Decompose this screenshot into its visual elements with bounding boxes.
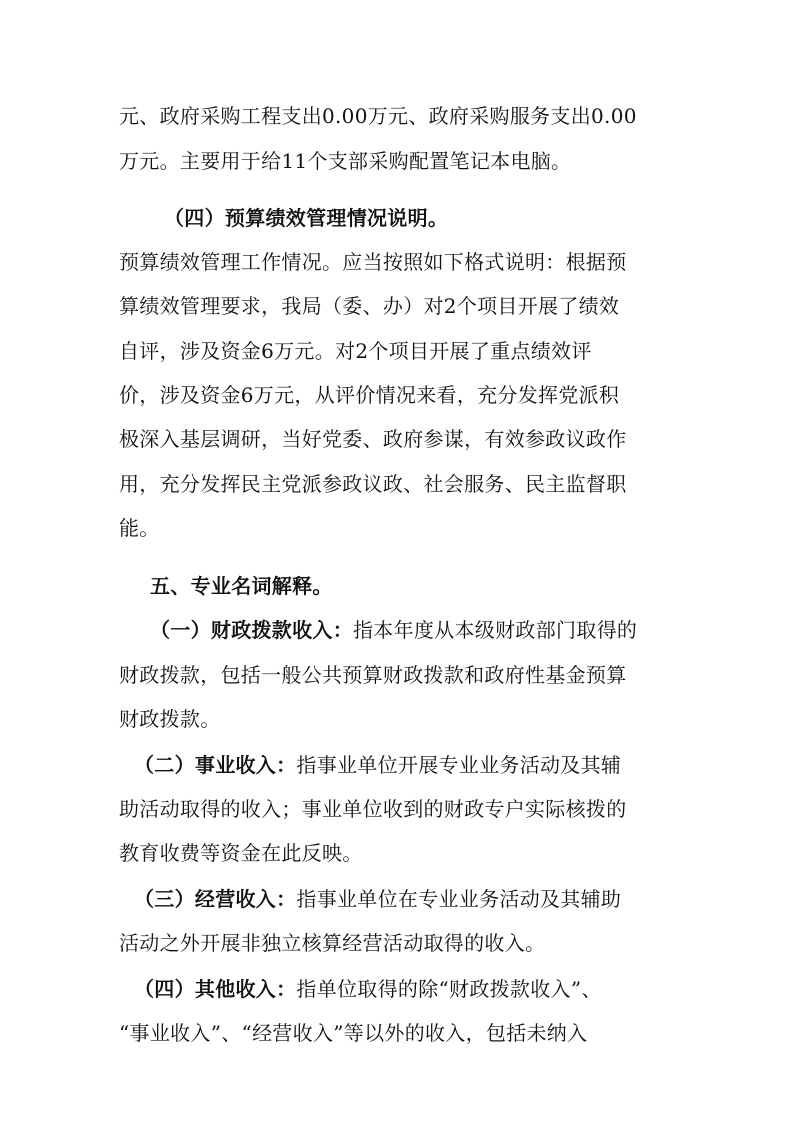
term-definition: 指本年度从本级财政部门取得的 — [353, 618, 638, 642]
text-line: 极深入基层调研，当好党委、政府参谋，有效参政议政作 — [119, 427, 627, 451]
text-line: 财政拨款。 — [119, 707, 221, 731]
term-line — [150, 618, 793, 642]
text-line: 活动之外开展非独立核算经营活动取得的收入。 — [119, 931, 546, 955]
text-line: 能。 — [119, 516, 160, 540]
section-heading: （四）预算绩效管理情况说明。 — [164, 206, 449, 230]
text-line: 用，充分发挥民主党派参政议政、社会服务、民主监督职 — [119, 472, 627, 496]
text-line: 价，涉及资金6万元，从评价情况来看，充分发挥党派积 — [119, 383, 620, 407]
text-line: 算绩效管理要求，我局（委、办）对2个项目开展了绩效 — [119, 294, 620, 318]
text-line: 财政拨款，包括一般公共预算财政拨款和政府性基金预算 — [119, 663, 627, 687]
text-line: “事业收入”、“经营收入”等以外的收入，包括未纳入 — [119, 1021, 588, 1045]
term-line — [134, 977, 793, 1001]
text-line: 万元。主要用于给11个支部采购配置笔记本电脑。 — [119, 149, 572, 173]
term-line — [134, 753, 793, 777]
text-line: 助活动取得的收入；事业单位收到的财政专户实际核拨的 — [119, 797, 627, 821]
term-definition: 指事业单位开展专业业务活动及其辅 — [296, 753, 622, 777]
term-label: （四）其他收入： — [134, 977, 297, 1001]
text-line: 教育收费等资金在此反映。 — [119, 841, 363, 865]
term-label: （二）事业收入： — [134, 753, 297, 777]
text-line: 元、政府采购工程支出0.00万元、政府采购服务支出0.00 — [119, 104, 637, 128]
text-line: 自评，涉及资金6万元。对2个项目开展了重点绩效评 — [119, 339, 592, 363]
term-label: （一）财政拨款收入： — [150, 618, 353, 642]
term-label: （三）经营收入： — [134, 887, 297, 911]
text-line: 预算绩效管理工作情况。应当按照如下格式说明：根据预 — [119, 250, 627, 274]
term-definition: 指单位取得的除“财政拨款收入”、 — [296, 977, 602, 1001]
term-definition: 指事业单位在专业业务活动及其辅助 — [296, 887, 622, 911]
term-line — [134, 887, 793, 911]
section-heading: 五、专业名词解释。 — [150, 574, 333, 598]
